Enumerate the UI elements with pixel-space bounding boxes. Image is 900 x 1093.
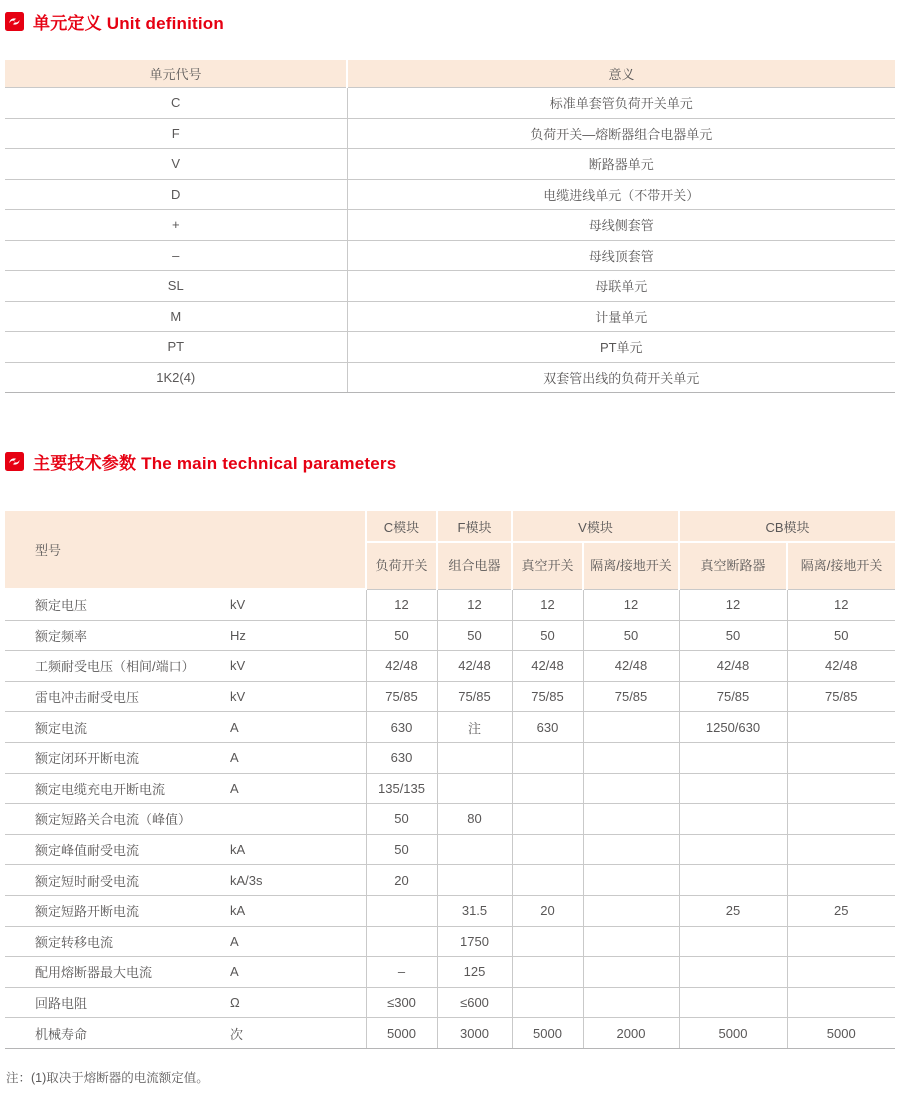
param-unit: Ω [230, 995, 240, 1011]
param-value-cell [366, 895, 437, 926]
param-name: 额定短路开断电流 [35, 904, 140, 920]
unit-code-cell: V [5, 149, 347, 180]
table-row [5, 271, 895, 302]
param-value-cell: 630 [512, 712, 583, 743]
param-unit: A [230, 719, 239, 735]
param-label-cell [5, 865, 366, 896]
unit-meaning-cell: 断路器单元 [347, 149, 895, 180]
param-value-cell: 50 [583, 620, 679, 651]
param-value-cell [512, 987, 583, 1018]
param-value-cell: 50 [787, 620, 895, 651]
param-value-cell [583, 987, 679, 1018]
param-value-cell: 12 [583, 589, 679, 620]
param-label-cell [5, 834, 366, 865]
param-name: 额定短路关合电流（峰值） [35, 812, 192, 828]
unit-code-header: 单元代号 [5, 60, 347, 88]
param-value-cell: 12 [679, 589, 787, 620]
param-value-cell [787, 987, 895, 1018]
param-label-cell [5, 620, 366, 651]
param-unit: A [230, 933, 239, 949]
param-value-cell: 5000 [787, 1018, 895, 1049]
param-value-cell: 50 [366, 834, 437, 865]
param-unit: kV [230, 597, 246, 613]
param-value-cell [366, 926, 437, 957]
sub-header-vacuum-breaker: 真空断路器 [679, 542, 787, 589]
param-value-cell [583, 865, 679, 896]
param-value-cell: 50 [366, 620, 437, 651]
param-value-cell: ≤300 [366, 987, 437, 1018]
param-value-cell: 1750 [437, 926, 512, 957]
unit-definition-table [5, 60, 895, 393]
param-unit: A [230, 780, 239, 796]
table-row [5, 957, 895, 988]
param-value-cell [583, 834, 679, 865]
param-name: 额定短时耐受电流 [35, 873, 140, 889]
param-unit: kV [230, 658, 246, 674]
param-value-cell: 75/85 [366, 681, 437, 712]
param-value-cell [583, 742, 679, 773]
brand-logo-icon [5, 452, 24, 471]
param-unit: kV [230, 689, 246, 705]
param-value-cell [787, 712, 895, 743]
param-unit: Hz [230, 627, 246, 643]
param-value-cell [512, 804, 583, 835]
param-value-cell: 50 [437, 620, 512, 651]
param-name: 额定转移电流 [35, 934, 114, 950]
param-value-cell [512, 773, 583, 804]
unit-code-cell: + [5, 210, 347, 241]
param-label-cell [5, 926, 366, 957]
unit-meaning-cell: 母联单元 [347, 271, 895, 302]
param-unit: A [230, 964, 239, 980]
param-value-cell: – [366, 957, 437, 988]
param-value-cell [679, 865, 787, 896]
param-name: 回路电阻 [35, 996, 88, 1012]
param-value-cell [679, 742, 787, 773]
param-value-cell: 42/48 [583, 651, 679, 682]
param-name: 配用熔断器最大电流 [35, 965, 153, 981]
param-value-cell [583, 926, 679, 957]
sub-header-isolating-earthing-switch-cb: 隔离/接地开关 [787, 542, 895, 589]
param-value-cell [437, 742, 512, 773]
param-value-cell: 20 [512, 895, 583, 926]
table-header-row [5, 60, 895, 88]
param-name: 雷电冲击耐受电压 [35, 690, 140, 706]
unit-meaning-cell: PT单元 [347, 332, 895, 363]
param-value-cell: 25 [679, 895, 787, 926]
param-value-cell: 630 [366, 712, 437, 743]
sub-header-vacuum-switch: 真空开关 [512, 542, 583, 589]
param-value-cell: 5000 [679, 1018, 787, 1049]
param-value-cell: 1250/630 [679, 712, 787, 743]
group-header-f: F模块 [437, 511, 512, 542]
brand-logo-icon [5, 12, 24, 31]
param-label-cell [5, 651, 366, 682]
param-value-cell: 75/85 [512, 681, 583, 712]
param-value-cell [679, 804, 787, 835]
param-value-cell [787, 957, 895, 988]
table-row [5, 742, 895, 773]
table-row [5, 804, 895, 835]
param-name: 额定峰值耐受电流 [35, 843, 140, 859]
params-table-body [5, 589, 895, 1048]
param-label-cell [5, 1018, 366, 1049]
sub-header-load-switch: 负荷开关 [366, 542, 437, 589]
unit-code-cell: 1K2(4) [5, 362, 347, 393]
param-label-cell [5, 589, 366, 620]
unit-meaning-cell: 计量单元 [347, 301, 895, 332]
table-row [5, 149, 895, 180]
param-label-cell [5, 895, 366, 926]
section-title-text: 单元定义 Unit definition [33, 14, 224, 33]
param-label-cell [5, 681, 366, 712]
param-value-cell [437, 834, 512, 865]
group-header-c: C模块 [366, 511, 437, 542]
param-name: 额定电压 [35, 598, 88, 614]
sub-header-isolating-earthing-switch-v: 隔离/接地开关 [583, 542, 679, 589]
param-label-cell [5, 742, 366, 773]
param-value-cell [583, 773, 679, 804]
param-value-cell: 80 [437, 804, 512, 835]
table-row [5, 773, 895, 804]
unit-code-cell: – [5, 240, 347, 271]
param-label-cell [5, 957, 366, 988]
table-row [5, 987, 895, 1018]
unit-meaning-cell: 双套管出线的负荷开关单元 [347, 362, 895, 393]
param-label-cell [5, 804, 366, 835]
param-value-cell: 75/85 [679, 681, 787, 712]
unit-meaning-cell: 电缆进线单元（不带开关） [347, 179, 895, 210]
param-unit: kA [230, 842, 246, 858]
unit-table-body [5, 88, 895, 393]
table-row [5, 240, 895, 271]
param-value-cell: 630 [366, 742, 437, 773]
unit-code-cell: C [5, 88, 347, 119]
section-title-technical-parameters [5, 449, 900, 474]
unit-meaning-header: 意义 [347, 60, 895, 88]
param-value-cell [583, 957, 679, 988]
param-value-cell [787, 742, 895, 773]
group-header-cb: CB模块 [679, 511, 895, 542]
param-name: 额定电流 [35, 720, 88, 736]
param-unit: kA/3s [230, 872, 263, 888]
table-row [5, 865, 895, 896]
unit-meaning-cell: 母线侧套管 [347, 210, 895, 241]
param-value-cell [787, 926, 895, 957]
table-row [5, 88, 895, 119]
param-name: 额定频率 [35, 628, 88, 644]
module-group-header-row [5, 511, 895, 542]
param-name: 额定电缆充电开断电流 [35, 781, 166, 797]
param-value-cell [679, 773, 787, 804]
param-value-cell: 50 [679, 620, 787, 651]
section-title-text: 主要技术参数 The main technical parameters [33, 454, 397, 473]
param-value-cell: 75/85 [437, 681, 512, 712]
param-value-cell: 50 [366, 804, 437, 835]
table-row [5, 301, 895, 332]
param-value-cell: 42/48 [679, 651, 787, 682]
technical-parameters-table [5, 511, 895, 1049]
param-value-cell [787, 834, 895, 865]
unit-meaning-cell: 标准单套管负荷开关单元 [347, 88, 895, 119]
param-value-cell [512, 834, 583, 865]
unit-code-cell: SL [5, 271, 347, 302]
param-value-cell: 42/48 [512, 651, 583, 682]
table-row [5, 712, 895, 743]
table-row [5, 681, 895, 712]
param-value-cell [787, 773, 895, 804]
table-row [5, 332, 895, 363]
unit-code-cell: D [5, 179, 347, 210]
param-value-cell: 42/48 [366, 651, 437, 682]
param-value-cell [512, 957, 583, 988]
param-value-cell: 12 [787, 589, 895, 620]
unit-meaning-cell: 负荷开关—熔断器组合电器单元 [347, 118, 895, 149]
table-row [5, 620, 895, 651]
param-name: 机械寿命 [35, 1026, 88, 1042]
param-value-cell: 31.5 [437, 895, 512, 926]
table-row [5, 118, 895, 149]
param-value-cell: 注 [437, 712, 512, 743]
param-name: 工频耐受电压（相间/端口） [35, 659, 195, 675]
param-value-cell: 5000 [366, 1018, 437, 1049]
table-row [5, 362, 895, 393]
table-row [5, 1018, 895, 1049]
param-value-cell [787, 804, 895, 835]
param-value-cell [512, 742, 583, 773]
table-row [5, 926, 895, 957]
param-value-cell [679, 926, 787, 957]
param-value-cell [437, 865, 512, 896]
param-unit: kA [230, 903, 246, 919]
param-value-cell: 12 [437, 589, 512, 620]
param-value-cell: 75/85 [787, 681, 895, 712]
param-value-cell [583, 712, 679, 743]
table-row [5, 179, 895, 210]
param-value-cell: 12 [512, 589, 583, 620]
param-value-cell: 42/48 [437, 651, 512, 682]
table-row [5, 651, 895, 682]
param-unit: 次 [230, 1026, 244, 1042]
unit-meaning-cell: 母线顶套管 [347, 240, 895, 271]
table-row [5, 895, 895, 926]
param-value-cell: 25 [787, 895, 895, 926]
param-value-cell [679, 834, 787, 865]
param-value-cell: ≤600 [437, 987, 512, 1018]
unit-code-cell: PT [5, 332, 347, 363]
param-value-cell [583, 895, 679, 926]
param-value-cell [679, 957, 787, 988]
param-value-cell [679, 987, 787, 1018]
footnote-text: 注：(1)取决于熔断器的电流额定值。 [6, 1070, 209, 1085]
param-value-cell: 20 [366, 865, 437, 896]
param-value-cell [512, 926, 583, 957]
param-value-cell [437, 773, 512, 804]
param-value-cell: 5000 [512, 1018, 583, 1049]
unit-code-cell: F [5, 118, 347, 149]
param-value-cell: 125 [437, 957, 512, 988]
section-title-unit-definition [5, 0, 900, 34]
table-row [5, 589, 895, 620]
table-row [5, 210, 895, 241]
param-label-cell [5, 712, 366, 743]
param-value-cell [583, 804, 679, 835]
table-row [5, 834, 895, 865]
param-label-cell [5, 987, 366, 1018]
param-value-cell: 135/135 [366, 773, 437, 804]
model-header: 型号 [5, 511, 366, 589]
param-value-cell: 3000 [437, 1018, 512, 1049]
param-value-cell: 12 [366, 589, 437, 620]
param-value-cell: 75/85 [583, 681, 679, 712]
param-value-cell [512, 865, 583, 896]
param-value-cell [787, 865, 895, 896]
param-name: 额定闭环开断电流 [35, 751, 140, 767]
param-value-cell: 50 [512, 620, 583, 651]
sub-header-combined-apparatus: 组合电器 [437, 542, 512, 589]
param-value-cell: 2000 [583, 1018, 679, 1049]
param-unit: A [230, 750, 239, 766]
param-label-cell [5, 773, 366, 804]
unit-code-cell: M [5, 301, 347, 332]
param-value-cell: 42/48 [787, 651, 895, 682]
group-header-v: V模块 [512, 511, 679, 542]
